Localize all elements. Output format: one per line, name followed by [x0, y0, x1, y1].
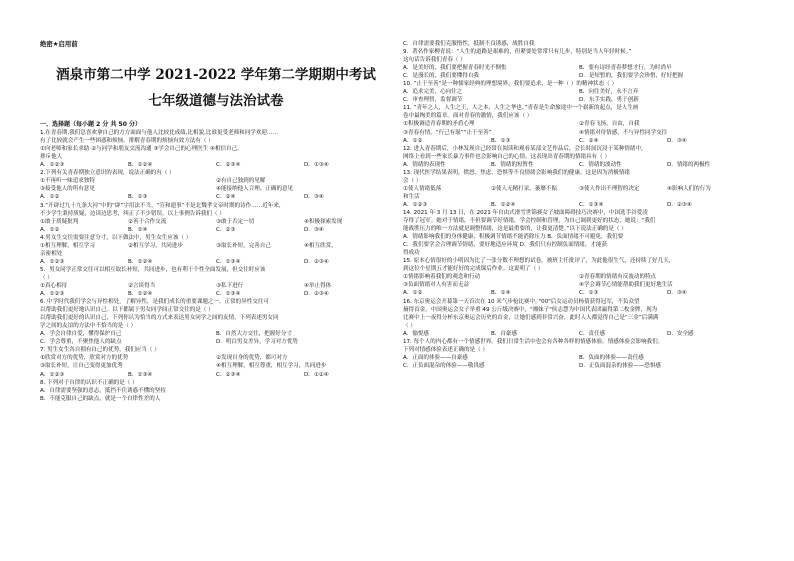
options-row [403, 185, 755, 193]
options-row [40, 218, 392, 226]
option: C．审查理智，监督调节 [403, 97, 463, 104]
option: D．②③④ [304, 258, 329, 265]
option: C．②③ [216, 226, 236, 233]
question-line: 卷中最绚美的篇章。面对青春的激情，我们应该（ ） [403, 113, 533, 120]
options-row [403, 273, 755, 281]
question-line: 15. 原本心情很好的小明因为比了一张分数不理想的试卷，被班主任批评了，为此他很生气，还持续了好几天， [403, 258, 675, 265]
options-row [40, 242, 392, 250]
option: D．②③④ [667, 201, 692, 208]
question-line: 会（ ） [403, 177, 422, 184]
option: A．追求完美，心向往之 [403, 89, 463, 96]
option: B．①②④ [128, 162, 153, 169]
option: C．责任感 [579, 330, 606, 337]
options-row [403, 64, 755, 72]
option: ②青春飞扬，自由，自我 [579, 121, 640, 128]
options-row [403, 281, 755, 289]
exam-subtitle: 七年级道德与法治试卷 [148, 93, 284, 110]
question-line: 这句话告诉我们青春（ ） [403, 57, 466, 64]
option: ①相互理解，相互学习 [40, 242, 95, 249]
option: ②有自己独到的见解 [216, 178, 266, 185]
options-row [40, 338, 392, 346]
option: ①情绪影响着我们的观念和行动 [403, 274, 481, 281]
question-line: （ ） [40, 274, 53, 281]
option: ②言谈得当 [128, 282, 156, 289]
option: D．②③④ [304, 291, 329, 298]
option: B．①③④ [128, 371, 153, 378]
left-column [40, 40, 392, 403]
option: ②青春期的情绪有反波动的特点 [579, 274, 657, 281]
section-title: 一、选择题（每小题 2 分 共 50 分） [40, 121, 141, 129]
option: B．①②④ [128, 291, 153, 298]
option: D．①③④ [304, 162, 329, 169]
options-row [403, 120, 755, 128]
question-line: 得成功 [403, 250, 420, 257]
option: ②相互学习，共同进步 [128, 242, 183, 249]
options-row [403, 201, 755, 209]
question-line: A．情绪影响我们的身体健康，积极调节情绪不能消除压力 B．负面情绪不可避免，我们要 [403, 234, 624, 241]
option: ②发现自身的优势，都可对方 [216, 355, 288, 362]
options-row [40, 161, 392, 169]
option: A．愉悦感 [403, 330, 429, 337]
option: ①使人情绪低落 [403, 185, 442, 192]
options-row [40, 290, 392, 298]
question-line: 以帮助我们更好的认识自己，下列你认为恰当的方式来表达男女同学之间的友情。下列表述男女同 [40, 315, 279, 322]
options-row [403, 129, 755, 137]
question-line: 9．著名作家柳青说：“人生的道路是艰难的，但紧要处常常只有几步，特别是当人年轻时候。” [403, 49, 632, 56]
option: A．①②③ [40, 371, 65, 378]
option: A．①② [40, 194, 60, 201]
option: ①真心相待 [40, 282, 68, 289]
option: D．情绪的两极性 [667, 161, 711, 168]
options-row [40, 354, 392, 362]
question-line: 7. 男生女生各自拥有自己的优势，我们应当（ ） [40, 347, 160, 354]
options-row [40, 330, 392, 338]
question-line: 到这位个星期五才能好好的完成课后作业。这说明了（ ） [403, 266, 544, 273]
question-line: 17. 每个人的内心都有一个情感世界。我们日常生活中也会有各种各样的情感体验。情感体验会影响我们。 [403, 338, 664, 345]
question-line: 摘得首金。中国奥运会女子举重 49 公斤级决赛中，"湘妹子"侯志慧为中国代表团赢得第二枚金牌，现为 [403, 306, 658, 313]
options-row [40, 226, 392, 234]
question-line: 排斥他人 [40, 154, 63, 161]
option: C．②④ [216, 194, 236, 201]
option: D．③④ [667, 137, 687, 144]
options-row [403, 354, 755, 362]
question-line: ①向老师和家长求助 ②与同学和朋友交流沟通 ③学会自己的心理医生 ④相信自己, [40, 146, 239, 153]
option: ①欣赏对方的优势，欣赏对方的优势 [40, 355, 129, 362]
question-line: 8. 下列对于自律的认识不正确的是（ ） [40, 379, 138, 386]
option: D．明白男女差异，学习对方优势 [216, 339, 298, 346]
option: D．③④ [304, 226, 324, 233]
question-line: 5．男女同学正常交往可以相互取长补短，共同进步，也有利于个性全面发展，但交往时应该 [40, 266, 266, 273]
option: A．①② [40, 226, 60, 233]
option: B．①②④ [491, 201, 516, 208]
question-line: 3.“开辟过九十九条大河”中的“辟”字用法不当，“宣和遗事”不是北魏孝文帝时期的诗作……近年来, [40, 202, 281, 209]
option: B．向往美好，永不言弃 [579, 89, 639, 96]
options-row [40, 282, 392, 290]
question-line: 以帮助我们更好地认识自己。以下都属于男女同学间正常交往的是（ ） [40, 307, 214, 314]
option: D．①②④ [304, 371, 329, 378]
option: B．自豪感 [491, 330, 517, 337]
option: ①积极调适青春期的矛盾心理 [403, 121, 475, 128]
question-line: 6. 中学时代我们学会与异性相处，了解异性，是我们成长的重要课题之一。正常的异性交往可 [40, 299, 269, 306]
option: A．①②③ [40, 258, 65, 265]
option: B．要有诗经青春梦想才行，为时尚早 [579, 65, 672, 72]
options-row [40, 371, 392, 379]
options-row [403, 137, 755, 145]
option: C．学会尊重，不聚焦他人的缺点 [40, 339, 122, 346]
option: ③私下进行 [216, 282, 244, 289]
option: C．①③④ [216, 258, 241, 265]
option: ③接受他人的所有意见 [40, 186, 95, 193]
option: B．①②④ [128, 258, 153, 265]
option: A．①②③ [40, 291, 65, 298]
question-line: （ ） [403, 322, 416, 329]
options-row [40, 193, 392, 201]
option: D．是短暂的，我们要学会珍惜，好好把握 [579, 73, 684, 80]
question-line: C．自律需要我们克服惰性，抵制不良诱惑，战胜自我 [403, 41, 535, 47]
options-row [40, 185, 392, 193]
option: B．情绪的短暂性 [491, 161, 534, 168]
question-line: 能战胜压力的唯一方法就是调整情绪，这是最重要的，让我更清楚。”以下说法正确的是（ ） [403, 226, 627, 233]
option: ③青春有情，“行己有耻”“止于至善” [403, 129, 492, 136]
option: D．③④ [667, 290, 687, 297]
option: ④影响人们的行为 [667, 185, 711, 192]
options-row [403, 289, 755, 297]
option: D．正负面混杂的体验——恐惧感 [579, 362, 661, 369]
options-row [40, 362, 392, 370]
option: C．①③ [579, 290, 599, 297]
question-line: 比赛中上一夜得分杯东京奥运会历史的首金，让她们感到非常兴奋，此时人人都觉得自己是“三金”后满满 [403, 314, 659, 321]
option: ④情绪对待情感，不与异性同学交往 [579, 129, 668, 136]
options-row [403, 330, 755, 338]
options-row [403, 161, 755, 169]
question-line: A．自律需要坚强的意志，抵挡不住诱惑不懂的坚持 [40, 387, 166, 394]
option: C．②③④ [216, 162, 241, 169]
options-row [403, 362, 755, 370]
option: ③敢于否定一切 [216, 218, 255, 225]
option: A．①② [403, 137, 423, 144]
question-line: 14. 2021 年 3 月 13 日，在 2021 年自由式滑雪世锦赛女子坡面障碍技巧决赛中，中国选手谷爱凌 [403, 209, 648, 216]
option: C．情绪的波动性 [579, 161, 622, 168]
option: A．①②③ [40, 162, 65, 169]
secret-label: 绝密★启用前 [40, 40, 78, 48]
option: A．①② [403, 290, 423, 297]
option: A．①②③ [403, 201, 428, 208]
option: A．学会自律自爱，懂得保护自己 [40, 331, 122, 338]
option: A．是美好的，我们要把握青春时光不惆怅 [403, 65, 507, 72]
question-line: 2.下列有关青春期独立意识的表现，说法正确的有（ ） [40, 170, 175, 177]
question-line: 不少学生秉持质疑，边读边思考，纠正了不少错误。以上事例告诉我们（ ） [40, 210, 225, 217]
options-row [40, 177, 392, 185]
question-line: 网络上看到一些家长暴力事件也会影响自己的心情。这表现出青春期的情绪具有（ ） [403, 153, 610, 160]
option: B．负面的体验——责任感 [579, 354, 644, 361]
question-line: 10. “止于至善”是一种儒家经典的理想境界，我们要追求，是一种（ ）的精神状态（ ） [403, 81, 617, 88]
question-line: 亲密相处 [40, 250, 63, 257]
option: ④相互理解，相互尊重，相互学习，共同进步 [216, 363, 327, 370]
options-row [403, 88, 755, 96]
option: B．①④ [491, 290, 511, 297]
question-line: 夺得了冠军。她对于情绪，不但要调节好情绪，学会控制和管理，为自己调到更好的状态，她说：“我们 [403, 218, 656, 225]
option: ④能接纳他人合理、正确的意见 [216, 186, 294, 193]
option: B．①③ [128, 194, 148, 201]
option: C．②③④ [216, 371, 241, 378]
option: D．安全感 [667, 330, 694, 337]
option: C．②④ [579, 137, 599, 144]
option: ③负面情绪对人有害而无益 [403, 282, 469, 289]
option: ④相互欣赏， [304, 242, 337, 249]
option: ③取长补短，完善自己 [216, 242, 271, 249]
option: D．③④ [304, 194, 324, 201]
option: B．①③ [491, 137, 511, 144]
option: D．东手实践，勇于创新 [579, 97, 639, 104]
question-line: 有了比较就会产生一些困惑和烦恼。排解青春期的烦恼有效方法有（ ） [40, 138, 214, 145]
options-row [403, 72, 755, 80]
question-line: 11. “青年之人，人生之王，人之本，人生之华也。”青春是生命旅途中一个崭新的起点，是人生画 [403, 105, 639, 112]
option: ④举止得体 [304, 282, 332, 289]
option: ①不再听一味追求独特 [40, 178, 95, 185]
question-line: 12. 进入青春期后，小林发现自己经常在阅读和观看某部文艺作品后，会长时间沉浸于某种情绪中， [403, 145, 647, 152]
exam-title: 酒泉市第二中学 2021-2022 学年第二学期期中考试 [56, 67, 376, 84]
option: C．正负面混杂的体验——敬畏感 [403, 362, 485, 369]
option: B．自然大方交往，把握好分寸 [216, 331, 292, 338]
question-line: 4.男女生交往需要注意分寸，以下做法中，男生女生应该（ ） [40, 234, 192, 241]
question-line: 16. 东京奥运会开幕第一天首次在 10 米气步枪比赛中, "00"后女运动员杨倩获得冠军，不负众望 [403, 298, 640, 305]
option: ①敢于质疑批判 [40, 218, 79, 225]
right-column [403, 40, 755, 370]
option: A．正面的体验——自豪感 [403, 354, 468, 361]
option: ③使人作出不理智的决定 [579, 185, 640, 192]
question-line: 1.在青春期,我们总喜欢拿自己的方方面面与他人比较比成绩,比相貌,比谁更受老师和同学欢迎…… [40, 130, 279, 137]
option: ③取长补短，让自己变得更加优秀 [40, 363, 123, 370]
question-line: 和生活 [403, 193, 420, 200]
option: A．情绪的表现性 [403, 161, 446, 168]
option: ④学会调节心情能帮助我们更好地生活 [579, 282, 673, 289]
option: C．①③④ [216, 291, 241, 298]
option: ②善于合作交流 [128, 218, 167, 225]
option: C．①③④ [579, 201, 604, 208]
option: C．是漫长的，我们要懂得自我 [403, 73, 479, 80]
question-line: 13. 现代医学结果表明，愤怒、焦虑、恐惧等不良情绪会影响我们的健康。这是因为消极情绪 [403, 169, 630, 176]
option: ④积极探索发现 [304, 218, 343, 225]
question-line: B．不能克服自己的缺点，就是一个自律性差的人 [40, 395, 161, 402]
option: B．①④ [128, 226, 148, 233]
options-row [40, 258, 392, 266]
question-line: 学之间的友谊的方法中不恰当的是（ ） [40, 323, 137, 330]
options-row [403, 96, 755, 104]
question-line: 下列对情感体验表述正确的是（ ） [403, 346, 488, 353]
question-line: C．我们要学会合理调节情绪，要好地适应环境 D．我们只有控制负面情绪，才能获 [403, 242, 608, 249]
option: ②使人无精打采，萎靡不振 [491, 185, 557, 192]
